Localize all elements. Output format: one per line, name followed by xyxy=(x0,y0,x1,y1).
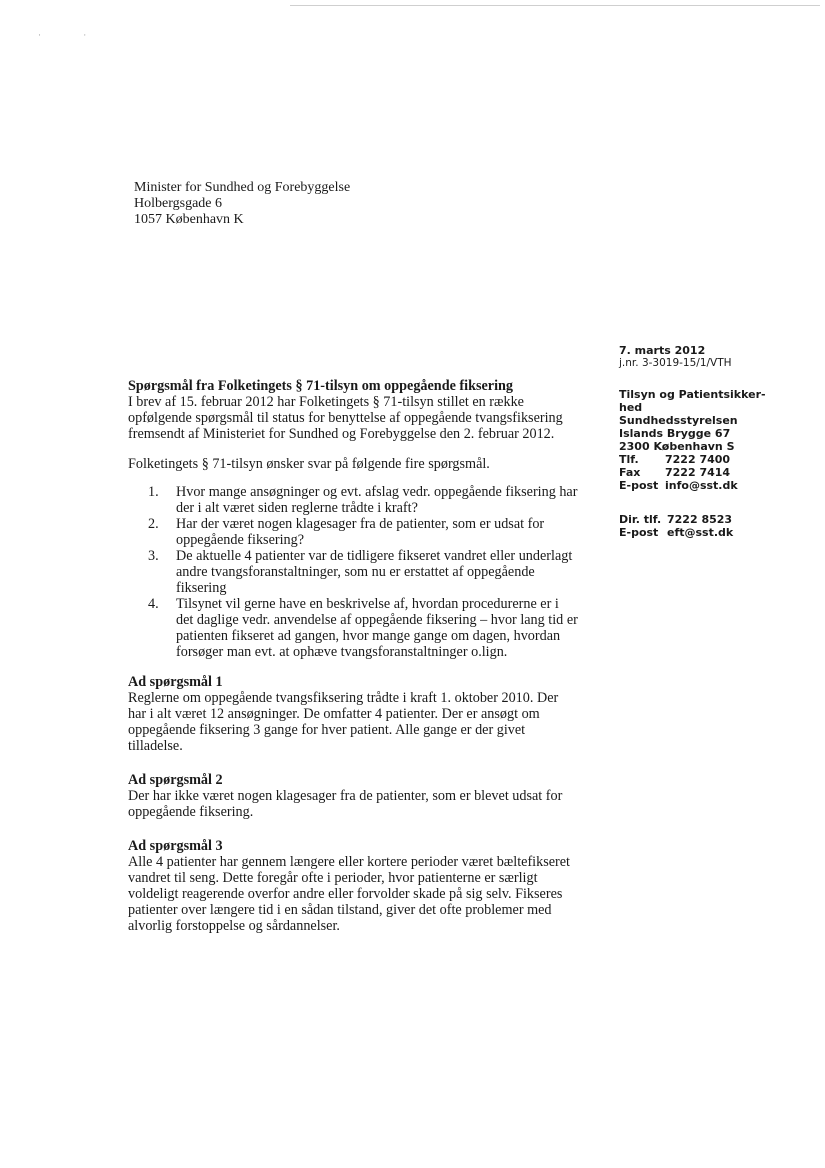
contact-phone xyxy=(619,453,819,466)
answer-heading: Ad spørgsmål 3 xyxy=(128,838,223,854)
direct-email xyxy=(619,526,819,539)
org-line-1: Tilsyn og Patientsikker- xyxy=(619,388,766,401)
answer-section-1 xyxy=(128,674,578,754)
question-number: 2. xyxy=(148,516,159,532)
answer-text: Reglerne om oppegående tvangsfiksering trådte i kraft 1. oktober 2010. Der har i alt været 12 ansøgninger. De omfatter 4 patienter. Der er ansøgt om oppegående fiksering 3 gange for hver patient. Alle gange er der givet tilladelse. xyxy=(128,690,559,754)
question-number: 3. xyxy=(148,548,159,564)
scan-specks: · · xyxy=(38,30,107,40)
letter-heading: Spørgsmål fra Folketingets § 71-tilsyn om oppegående fiksering xyxy=(128,378,514,394)
direct-phone-value: 7222 8523 xyxy=(667,513,733,526)
question-text: De aktuelle 4 patienter var de tidligere fikseret vandret eller underlagt andre tvangsforanstaltninger, som nu er erstattet af oppegående fiksering xyxy=(176,548,573,596)
question-list xyxy=(128,484,578,660)
contact-email xyxy=(619,479,819,492)
sender-sidebar xyxy=(619,344,819,539)
letter-date: 7. marts 2012 xyxy=(619,344,706,357)
question-text: Tilsynet vil gerne have en beskrivelse af, hvordan procedurerne er i det daglige vedr. anvendelse af oppegående fiksering – hvor lang tid er patienten fikseret ad gangen, hvor mange gange om dagen, hvordan forsøger man evt. at ophæve tvangsforanstaltninger o.lign. xyxy=(176,596,578,660)
letter-body xyxy=(128,378,578,952)
question-item xyxy=(148,548,578,596)
journal-number: j.nr. 3-3019-15/1/VTH xyxy=(619,357,732,369)
org-address-2: 2300 København S xyxy=(619,440,735,453)
question-item xyxy=(148,516,578,548)
questions-lead: Folketingets § 71-tilsyn ønsker svar på følgende fire spørgsmål. xyxy=(128,456,490,472)
contact-phone-label: Tlf. xyxy=(619,453,639,466)
question-text: Hvor mange ansøgninger og evt. afslag vedr. oppegående fiksering har der i alt været siden reglerne trådte i kraft? xyxy=(176,484,578,516)
answer-section-3 xyxy=(128,838,578,934)
contact-email-value: info@sst.dk xyxy=(665,479,738,492)
contact-fax-label: Fax xyxy=(619,466,641,479)
direct-email-value: eft@sst.dk xyxy=(667,526,734,539)
question-item xyxy=(148,596,578,660)
org-line-2: hed xyxy=(619,401,643,414)
org-name: Sundhedsstyrelsen xyxy=(619,414,738,427)
org-address-1: Islands Brygge 67 xyxy=(619,427,731,440)
recipient-line-1: Minister for Sundhed og Forebyggelse xyxy=(134,180,351,195)
recipient-address xyxy=(134,180,350,228)
answer-text: Alle 4 patienter har gennem længere eller kortere perioder været bæltefikseret vandret til seng. Dette foregår ofte i perioder, hvor patienterne er særligt voldeligt reagerende overfor andre eller forvolder skade på sig selv. Fikseres patienter over længere tid i en sådan tilstand, giver det ofte problemer med alvorlig forstoppelse og sårdannelser. xyxy=(128,854,570,934)
letter-intro: I brev af 15. februar 2012 har Folketingets § 71-tilsyn stillet en række opfølgende spørgsmål til status for benyttelse af oppegående tvangsfiksering fremsendt af Ministeriet for Sundhed og Forebyggelse den 2. februar 2012. xyxy=(128,394,563,442)
answer-heading: Ad spørgsmål 2 xyxy=(128,772,223,788)
question-text: Har der været nogen klagesager fra de patienter, som er udsat for oppegående fiksering? xyxy=(176,516,545,548)
answer-heading: Ad spørgsmål 1 xyxy=(128,674,223,690)
scan-top-line xyxy=(290,5,820,6)
answer-section-2 xyxy=(128,772,578,820)
question-item xyxy=(148,484,578,516)
direct-phone xyxy=(619,513,819,526)
question-number: 1. xyxy=(148,484,159,500)
direct-email-label: E-post xyxy=(619,526,659,539)
contact-fax-value: 7222 7414 xyxy=(665,466,731,479)
answer-text: Der har ikke været nogen klagesager fra de patienter, som er blevet udsat for oppegående fiksering. xyxy=(128,788,563,820)
recipient-line-2: Holbergsgade 6 xyxy=(134,196,222,211)
contact-email-label: E-post xyxy=(619,479,659,492)
direct-phone-label: Dir. tlf. xyxy=(619,513,662,526)
recipient-line-3: 1057 København K xyxy=(134,212,244,227)
question-number: 4. xyxy=(148,596,159,612)
contact-phone-value: 7222 7400 xyxy=(665,453,731,466)
contact-fax xyxy=(619,466,819,479)
